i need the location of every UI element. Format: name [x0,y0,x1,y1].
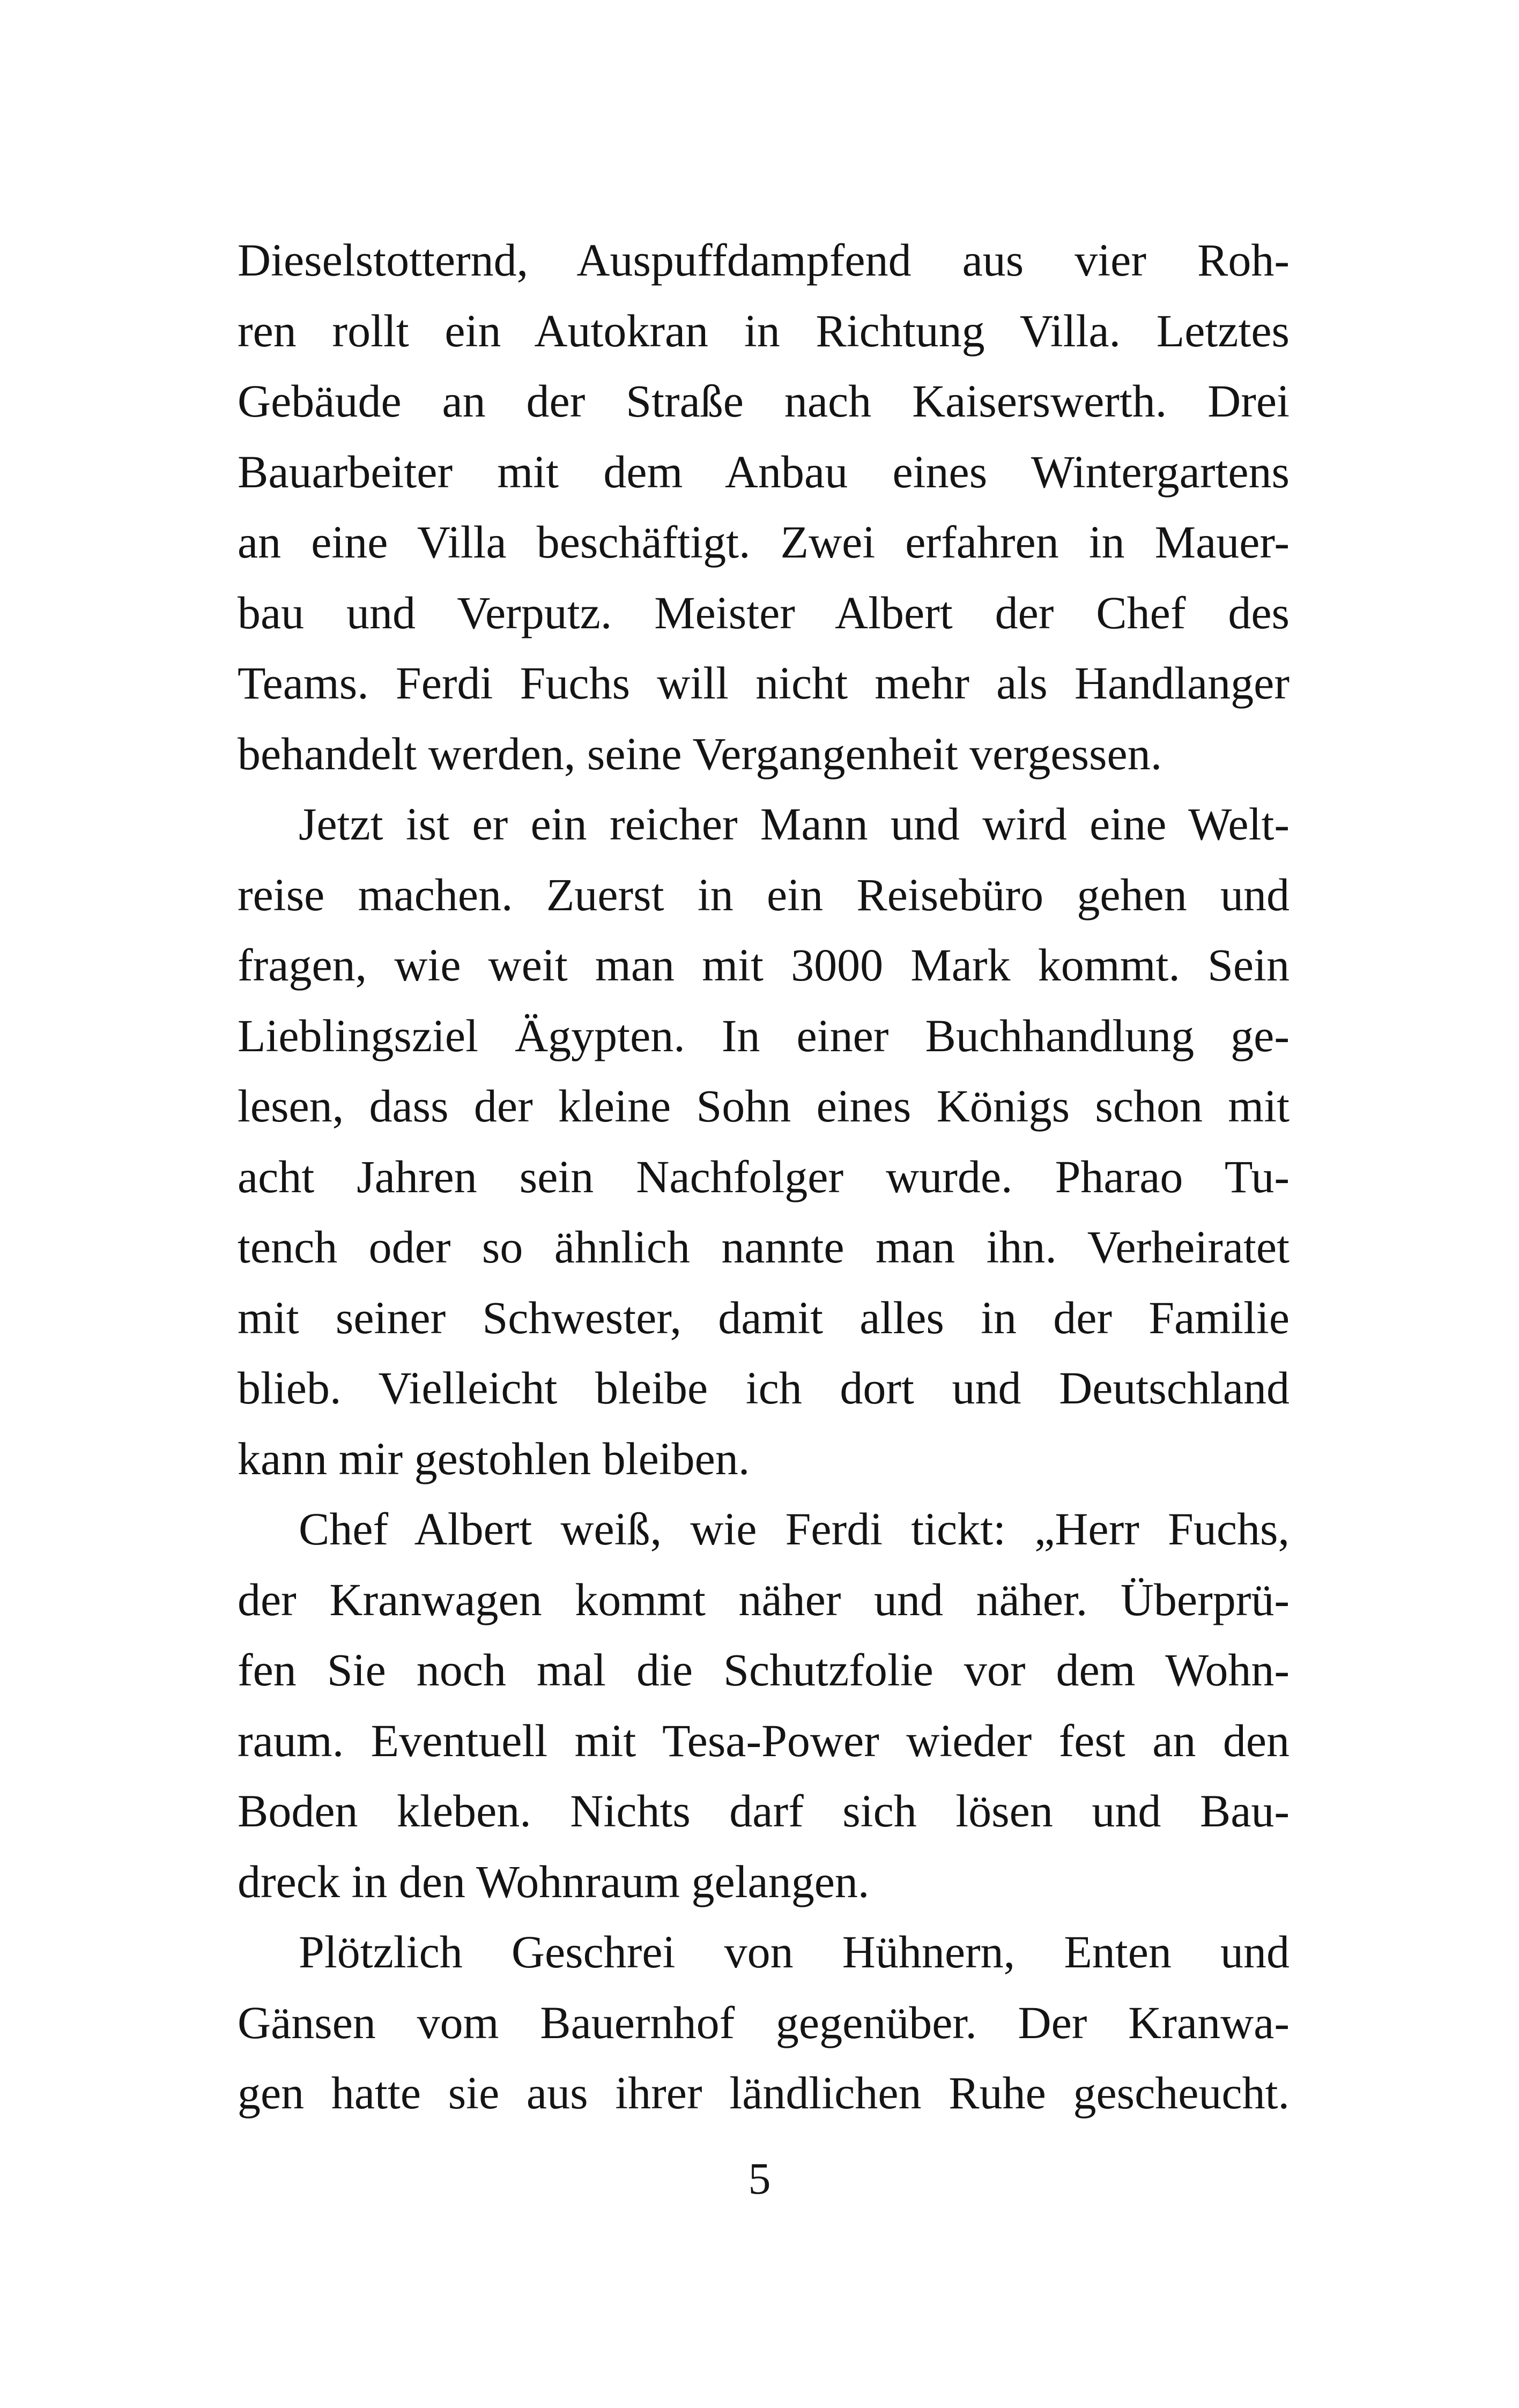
text-line: der Kranwagen kommt näher und näher. Überprü- [238,1573,1290,1625]
text-line: Jetzt ist er ein reicher Mann und wird eine Welt- [299,798,1290,850]
text-line: Chef Albert weiß, wie Ferdi tickt: „Herr Fuchs, [299,1503,1290,1555]
text-line: an eine Villa beschäftigt. Zwei erfahren in Mauer- [238,516,1290,568]
text-line: mit seiner Schwester, damit alles in der Familie [238,1291,1290,1343]
text-line: fragen, wie weit man mit 3000 Mark kommt. Sein [238,939,1290,991]
text-line: Bauarbeiter mit dem Anbau eines Wintergartens [238,445,1290,497]
text-line: dreck in den Wohnraum gelangen. [238,1855,870,1907]
body-text [238,225,1290,2129]
text-line: Plötzlich Geschrei von Hühnern, Enten und [299,1926,1290,1978]
text-line: behandelt werden, seine Vergangenheit vergessen. [238,727,1162,779]
text-line: gen hatte sie aus ihrer ländlichen Ruhe gescheucht. [238,2067,1290,2119]
text-line: bau und Verputz. Meister Albert der Chef des [238,586,1290,638]
text-line: Lieblingsziel Ägypten. In einer Buchhandlung ge- [238,1009,1290,1061]
text-line: fen Sie noch mal die Schutzfolie vor dem Wohn- [238,1644,1290,1696]
page-number: 5 [748,2154,771,2204]
text-line: Boden kleben. Nichts darf sich lösen und Bau- [238,1785,1290,1837]
text-line: acht Jahren sein Nachfolger wurde. Pharao Tu- [238,1150,1290,1202]
text-line: Gebäude an der Straße nach Kaiserswerth. Drei [238,375,1290,427]
text-line: kann mir gestohlen bleiben. [238,1432,750,1484]
text-line: Dieselstotternd, Auspuffdampfend aus vier Roh- [238,234,1290,286]
text-line: Gänsen vom Bauernhof gegenüber. Der Kranwa- [238,1996,1290,2048]
text-line: lesen, dass der kleine Sohn eines Königs schon mit [238,1080,1290,1132]
text-line: Teams. Ferdi Fuchs will nicht mehr als Handlanger [238,657,1290,709]
paragraph-1 [238,225,1290,789]
text-line: tench oder so ähnlich nannte man ihn. Verheiratet [238,1221,1290,1273]
text-line: reise machen. Zuerst in ein Reisebüro gehen und [238,868,1290,920]
text-line: raum. Eventuell mit Tesa-Power wieder fest an den [238,1714,1290,1766]
paragraph-3 [238,1494,1290,1917]
paragraph-4 [238,1917,1290,2129]
paragraph-2 [238,789,1290,1494]
text-line: ren rollt ein Autokran in Richtung Villa. Letztes [238,304,1290,356]
text-line: blieb. Vielleicht bleibe ich dort und Deutschland [238,1362,1290,1414]
